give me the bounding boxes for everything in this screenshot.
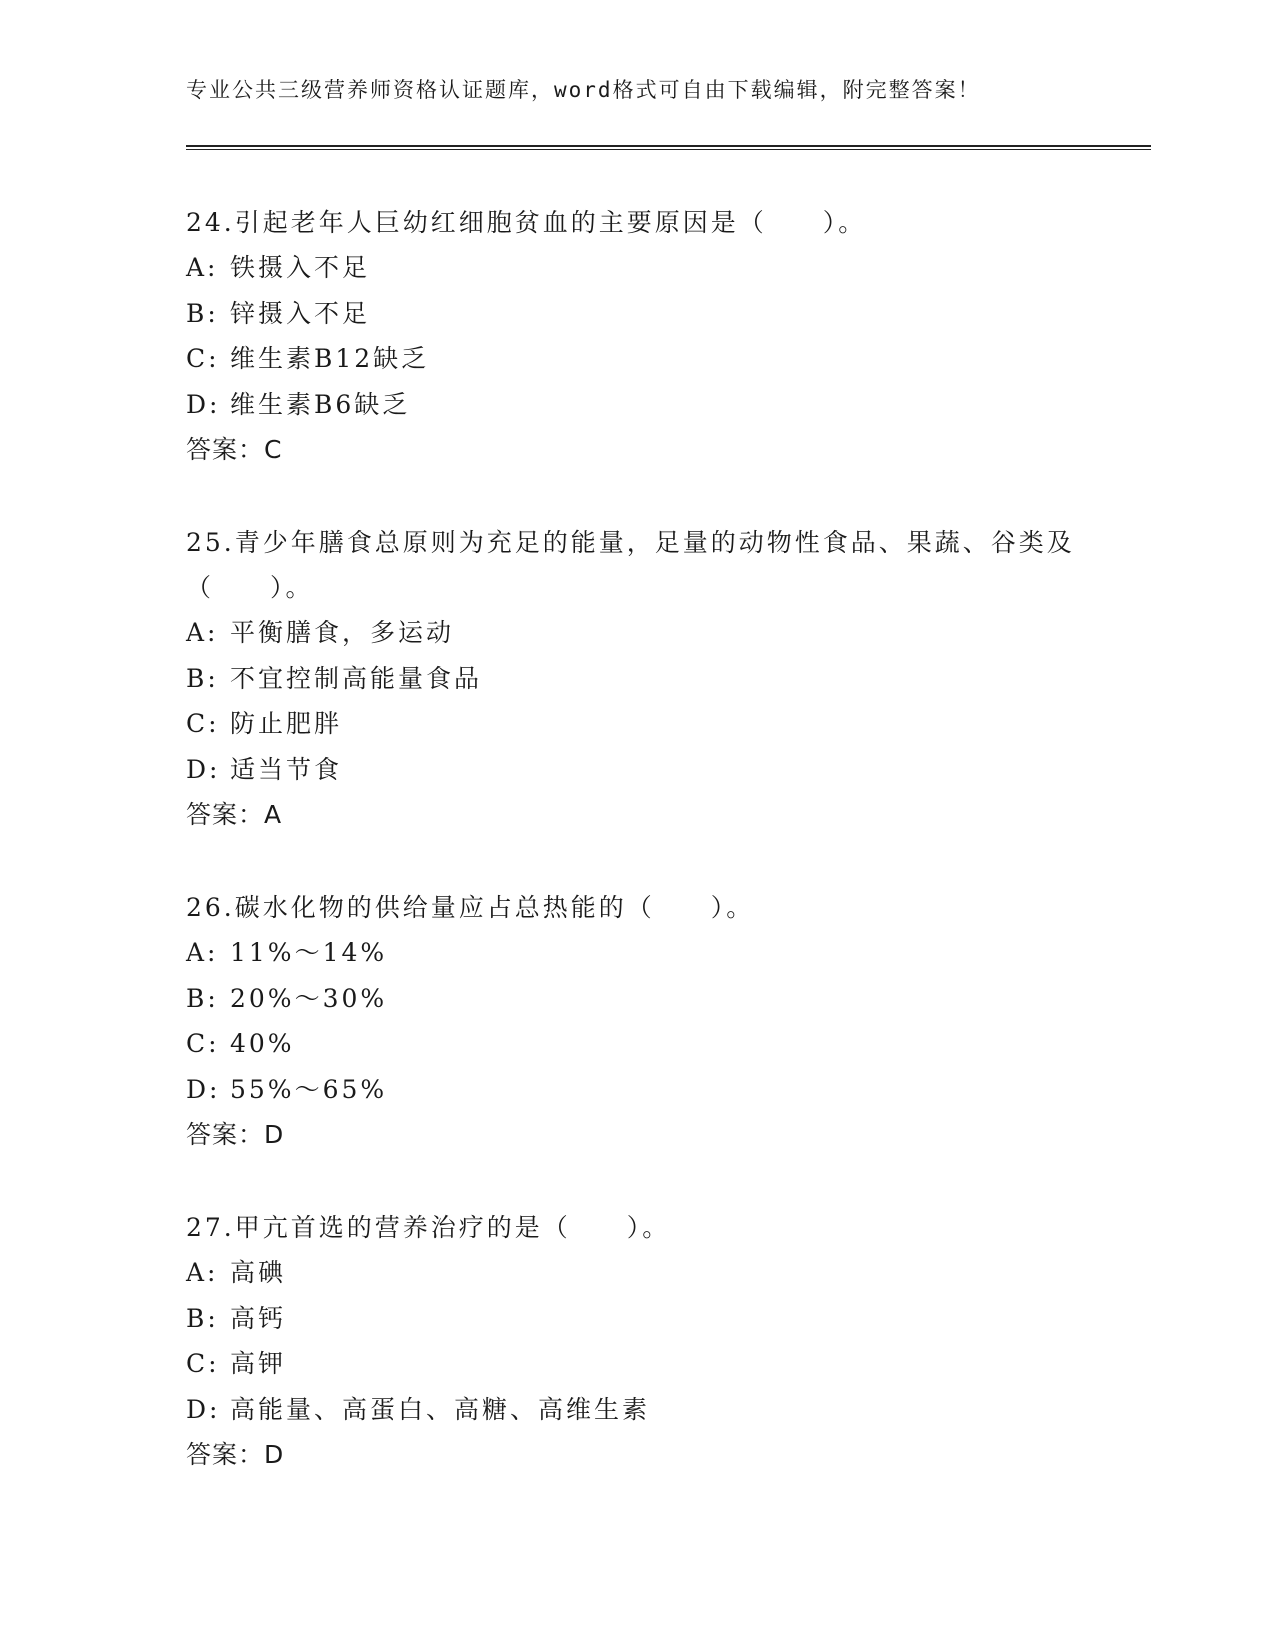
option-a xyxy=(186,245,1086,291)
option-a xyxy=(186,1250,1086,1296)
option-key: B: xyxy=(186,298,219,328)
option-key: A: xyxy=(186,618,219,647)
option-c xyxy=(186,1341,1086,1387)
option-text: 40% xyxy=(230,1029,295,1058)
option-key: D: xyxy=(186,389,221,419)
answer-line: 答案：A xyxy=(186,800,283,829)
option-key: A: xyxy=(186,1258,219,1287)
option-text: 11%～14% xyxy=(230,938,388,967)
answer-line: 答案：D xyxy=(186,1440,285,1469)
option-b xyxy=(186,291,1086,337)
option-text: 铁摄入不足 xyxy=(230,253,371,282)
answer-line: 答案：C xyxy=(186,435,283,464)
option-key: D: xyxy=(186,754,221,784)
option-b xyxy=(186,656,1086,702)
option-key: A: xyxy=(186,938,219,967)
option-c xyxy=(186,701,1086,747)
option-a xyxy=(186,930,1086,976)
option-text: 适当节食 xyxy=(230,754,343,784)
option-key: A: xyxy=(186,253,219,282)
question-list xyxy=(186,200,1086,1525)
option-text: 锌摄入不足 xyxy=(230,298,371,328)
option-key: B: xyxy=(186,1303,219,1333)
option-key: C: xyxy=(186,344,220,373)
option-text: 55%～65% xyxy=(230,1074,388,1104)
option-c xyxy=(186,1021,1086,1067)
option-key: B: xyxy=(186,983,219,1013)
option-key: D: xyxy=(186,1074,221,1104)
option-text: 高碘 xyxy=(230,1258,287,1287)
question-26 xyxy=(186,885,1086,1157)
option-text: 高钾 xyxy=(230,1349,287,1378)
option-text: 20%～30% xyxy=(230,983,388,1013)
option-text: 高钙 xyxy=(230,1303,287,1333)
option-key: B: xyxy=(186,663,219,693)
option-d xyxy=(186,747,1086,793)
option-text: 防止肥胖 xyxy=(230,709,343,738)
option-key: C: xyxy=(186,709,220,738)
option-text: 高能量、高蛋白、高糖、高维生素 xyxy=(230,1394,651,1424)
question-25 xyxy=(186,520,1086,837)
option-text: 平衡膳食，多运动 xyxy=(230,618,455,647)
option-d xyxy=(186,1067,1086,1113)
option-text: 不宜控制高能量食品 xyxy=(230,663,483,693)
option-a xyxy=(186,610,1086,656)
question-24 xyxy=(186,200,1086,472)
option-key: C: xyxy=(186,1029,220,1058)
option-text: 维生素B12缺乏 xyxy=(230,344,430,373)
question-stem: 24.引起老年人巨幼红细胞贫血的主要原因是（ ）。 xyxy=(186,208,867,237)
option-b xyxy=(186,1296,1086,1342)
answer-line: 答案：D xyxy=(186,1120,285,1149)
option-key: D: xyxy=(186,1394,221,1424)
option-key: C: xyxy=(186,1349,220,1378)
question-stem: 27.甲亢首选的营养治疗的是（ ）。 xyxy=(186,1213,671,1242)
question-stem: 25.青少年膳食总原则为充足的能量，足量的动物性食品、果蔬、谷类及（ ）。 xyxy=(186,528,1075,602)
question-stem: 26.碳水化物的供给量应占总热能的（ ）。 xyxy=(186,893,755,922)
page-header: 专业公共三级营养师资格认证题库，word格式可自由下载编辑，附完整答案！ xyxy=(186,78,981,102)
question-27 xyxy=(186,1205,1086,1477)
option-text: 维生素B6缺乏 xyxy=(230,389,411,419)
option-d xyxy=(186,382,1086,428)
header-divider xyxy=(186,145,1151,150)
option-d xyxy=(186,1387,1086,1433)
option-c xyxy=(186,336,1086,382)
option-b xyxy=(186,976,1086,1022)
